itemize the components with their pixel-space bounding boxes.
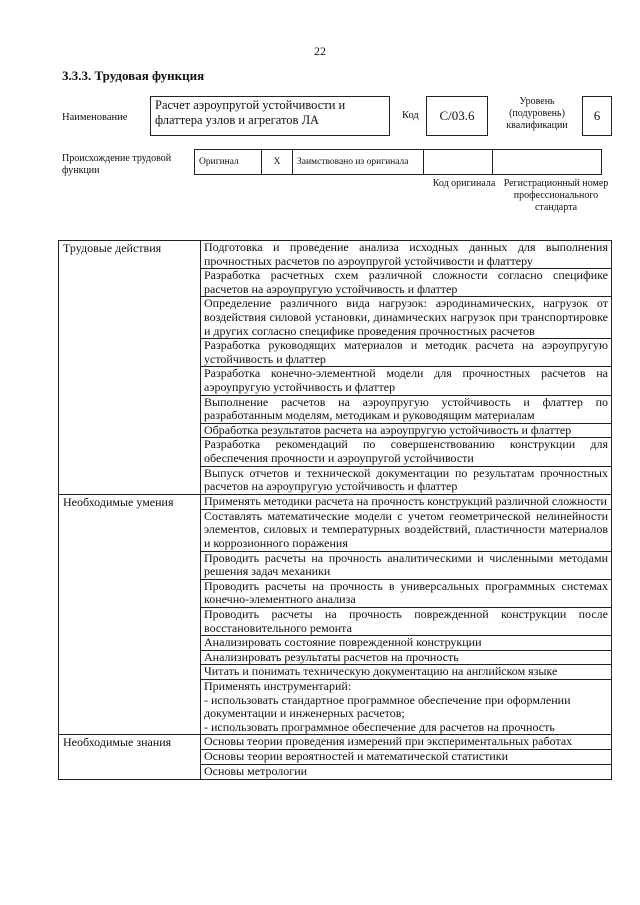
item-text: Основы теории вероятностей и математической статистики <box>201 750 612 765</box>
qualification-level-box: 6 <box>582 96 612 136</box>
category-cell-empty <box>59 367 201 395</box>
item-text: Анализировать результаты расчетов на прочность <box>201 650 612 665</box>
table-row <box>59 339 612 367</box>
category-cell-empty <box>59 607 201 635</box>
category-cell-empty <box>59 750 201 765</box>
category-cell: Необходимые знания <box>59 735 201 750</box>
table-row <box>59 269 612 297</box>
borrowed-label: Заимствовано из оригинала <box>293 150 424 175</box>
table-row <box>59 423 612 438</box>
category-cell-empty <box>59 269 201 297</box>
item-text: Разработка руководящих материалов и методик расчета на аэроупругую устойчивость и флаттер <box>201 339 612 367</box>
table-row <box>59 679 612 734</box>
original-label: Оригинал <box>195 150 262 175</box>
item-text: Основы теории проведения измерений при экспериментальных работах <box>201 735 612 750</box>
category-cell-empty <box>59 764 201 779</box>
item-text: Обработка результатов расчета на аэроупругую устойчивость и флаттер <box>201 423 612 438</box>
category-cell-empty <box>59 438 201 466</box>
original-mark: X <box>262 150 293 175</box>
function-name-box: Расчет аэроупругой устойчивости и флаттера узлов и агрегатов ЛА <box>150 96 390 136</box>
category-cell-empty <box>59 395 201 423</box>
category-cell-empty <box>59 466 201 494</box>
category-cell-empty <box>59 665 201 680</box>
function-code-box: C/03.6 <box>426 96 488 136</box>
qualification-level-label: Уровень (подуровень) квалификации <box>506 96 568 131</box>
table-row <box>59 735 612 750</box>
category-cell-empty <box>59 636 201 651</box>
category-cell-empty <box>59 339 201 367</box>
name-label: Наименование <box>62 112 128 123</box>
table-row <box>59 579 612 607</box>
page-number: 22 <box>314 44 326 58</box>
table-row <box>59 636 612 651</box>
item-text: Выпуск отчетов и технической документации по результатам прочностных расчетов на аэроупругую устойчивость и флаттер <box>201 466 612 494</box>
category-cell-empty <box>59 551 201 579</box>
table-row <box>59 438 612 466</box>
item-text: Разработка расчетных схем различной сложности согласно специфике расчетов на аэроупругую устойчивость и флаттер <box>201 269 612 297</box>
section-title: 3.3.3. Трудовая функция <box>62 68 205 83</box>
item-text: Разработка конечно-элементной модели для прочностных расчетов на аэроупругую устойчивость и флаттер <box>201 367 612 395</box>
item-text: Разработка рекомендаций по совершенствованию конструкции для обеспечения прочности и аэроупругой устойчивости <box>201 438 612 466</box>
code-original-cell <box>424 150 493 175</box>
table-row <box>59 494 612 509</box>
table-row <box>59 750 612 765</box>
table-row <box>59 241 612 269</box>
item-text: Применять методики расчета на прочность конструкций различной сложности <box>201 494 612 509</box>
reg-number-cell <box>493 150 602 175</box>
category-cell: Трудовые действия <box>59 241 201 269</box>
table-row <box>59 367 612 395</box>
category-cell-empty <box>59 650 201 665</box>
code-label: Код <box>402 110 419 121</box>
origin-label: Происхождение трудовой функции <box>62 153 172 176</box>
table-row <box>59 607 612 635</box>
item-text: Подготовка и проведение анализа исходных данных для выполнения прочностных расчетов по аэроупругой устойчивости и флаттеру <box>201 241 612 269</box>
table-row <box>59 466 612 494</box>
table-row <box>59 395 612 423</box>
category-cell-empty <box>59 579 201 607</box>
item-text: Проводить расчеты на прочность поврежденной конструкции после восстановительного ремонта <box>201 607 612 635</box>
item-text: Применять инструментарий: - использовать стандартное программное обеспечение при оформлении документации и инженерных расчетов; - использовать программное обеспечение для расчетов на прочность <box>201 679 612 734</box>
code-original-label: Код оригинала <box>432 178 496 189</box>
item-text: Проводить расчеты на прочность в универсальных программных системах конечно-элементного анализа <box>201 579 612 607</box>
origin-table <box>194 149 602 175</box>
table-row <box>59 665 612 680</box>
category-cell: Необходимые умения <box>59 494 201 509</box>
item-text: Проводить расчеты на прочность аналитическими и численными методами решения задач механики <box>201 551 612 579</box>
item-text: Основы метрологии <box>201 764 612 779</box>
item-text: Определение различного вида нагрузок: аэродинамических, нагрузок от воздействия силовой установки, динамических нагрузок при транспортировке и других согласно специфике проведения прочностных расчетов <box>201 297 612 339</box>
item-text: Анализировать состояние поврежденной конструкции <box>201 636 612 651</box>
item-text: Читать и понимать техническую документацию на английском языке <box>201 665 612 680</box>
reg-number-label: Регистрационный номер профессионального стандарта <box>503 178 609 213</box>
table-row <box>59 764 612 779</box>
category-cell-empty <box>59 509 201 551</box>
table-row <box>59 650 612 665</box>
function-details-table <box>58 240 612 780</box>
table-row <box>59 551 612 579</box>
category-cell-empty <box>59 679 201 734</box>
table-row <box>59 297 612 339</box>
category-cell-empty <box>59 297 201 339</box>
table-row <box>59 509 612 551</box>
category-cell-empty <box>59 423 201 438</box>
item-text: Составлять математические модели с учетом геометрической нелинейности элементов, силовых и температурных воздействий, пластичности материалов и коррозионного поражения <box>201 509 612 551</box>
item-text: Выполнение расчетов на аэроупругую устойчивость и флаттер по разработанным моделям, методикам и руководящим материалам <box>201 395 612 423</box>
